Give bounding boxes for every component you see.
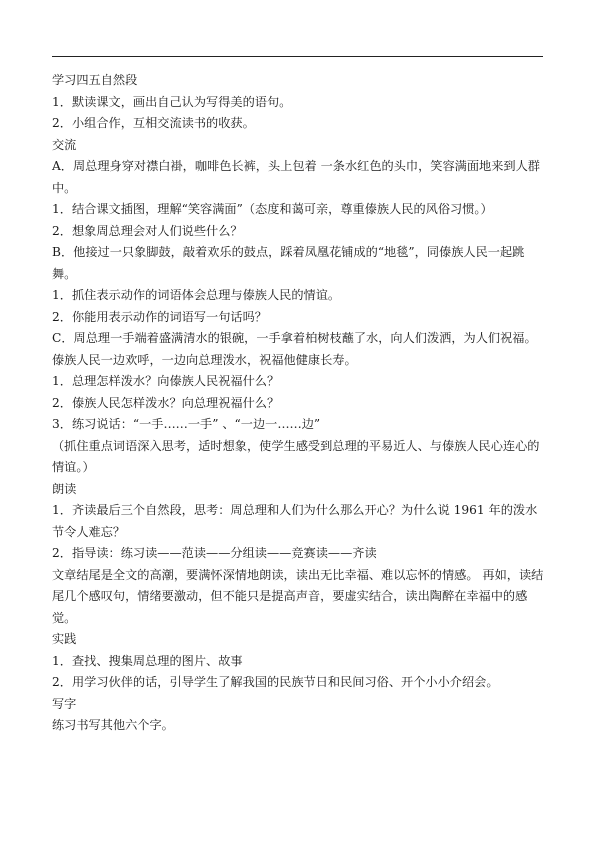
body-line: C．周总理一手端着盛满清水的银碗，一手拿着柏树枝蘸了水，向人们泼洒，为人们祝福。傣族人民一边欢呼，一边向总理泼水，祝福他健康长寿。 — [52, 331, 537, 367]
body-line: 3．练习说话：“一手……一手” 、“一边一……边” — [52, 417, 321, 431]
body-line: 2．指导读：练习读——范读——分组读——竞赛读——齐读 — [52, 546, 377, 560]
body-line: 2．你能用表示动作的词语写一句话吗？ — [52, 309, 267, 324]
body-line: 1．抓住表示动作的词语体会总理与傣族人民的情谊。 — [52, 288, 341, 302]
body-line: 1．结合课文插图，理解“笑容满面”（态度和蔼可亲，尊重傣族人民的风俗习惯。） — [52, 202, 493, 216]
body-line: 2．傣族人民怎样泼水？向总理祝福什么？ — [52, 395, 280, 410]
body-line: 文章结尾是全文的高潮，要满怀深情地朗读，读出无比幸福、难以忘怀的情感。 再如，读结尾几个感叹句，情绪要激动，但不能只是提高声音，要虚实结合，读出陶醉在幸福中的感觉。 — [52, 567, 544, 625]
body-line: A．周总理身穿对襟白褂，咖啡色长裤，头上包着 一条水红色的头巾，笑容满面地来到人群中。 — [52, 159, 540, 195]
body-line: 2．用学习伙伴的话，引导学生了解我国的民族节日和民间习俗、开个小小介绍会。 — [52, 675, 499, 689]
body-line: 1．总理怎样泼水？向傣族人民祝福什么？ — [52, 374, 280, 388]
section-heading: 写字 — [52, 696, 77, 711]
body-line: （抓住重点词语深入思考，适时想象，使学生感受到总理的平易近人、与傣族人民心连心的情谊。） — [52, 438, 540, 474]
body-line: 1．齐读最后三个自然段，思考：周总理和人们为什么那么开心？为什么说 1961 年的泼水节令人难忘？ — [52, 503, 538, 539]
body-line: 2．想象周总理会对人们说些什么？ — [52, 223, 243, 238]
section-heading: 交流 — [52, 137, 77, 152]
document-body — [52, 70, 545, 737]
body-line: 练习书写其他六个字。 — [52, 718, 174, 732]
header-rule — [52, 56, 543, 57]
body-line: 1．查找、搜集周总理的图片、故事 — [52, 653, 243, 668]
section-heading: 朗读 — [52, 481, 77, 496]
body-line: 2．小组合作，互相交流读书的收获。 — [52, 116, 255, 130]
body-line: B．他接过一只象脚鼓，敲着欢乐的鼓点，踩着凤凰花铺成的“地毯”，同傣族人民一起跳舞。 — [52, 245, 525, 281]
body-line: 1．默读课文，画出自己认为写得美的语句。 — [52, 94, 292, 109]
section-heading: 实践 — [52, 632, 77, 646]
section-heading: 学习四五自然段 — [52, 73, 138, 87]
